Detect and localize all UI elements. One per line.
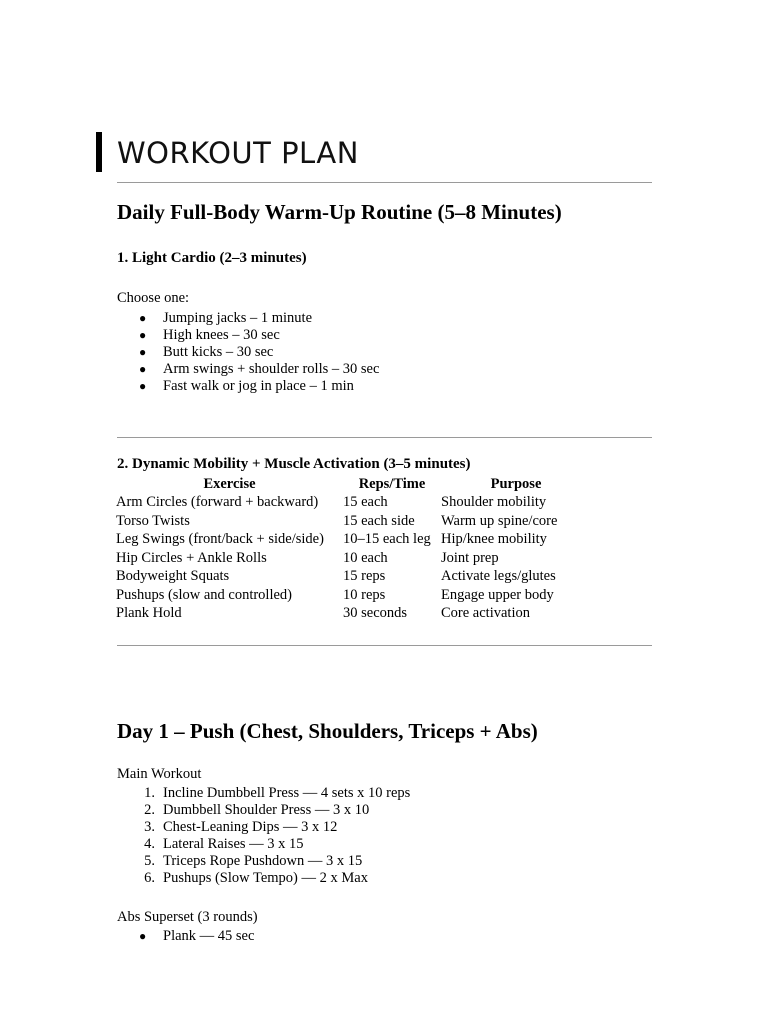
table-cell: Hip Circles + Ankle Rolls	[116, 549, 267, 566]
table-cell: Leg Swings (front/back + side/side)	[116, 531, 324, 547]
table-cell: Engage upper body	[441, 586, 554, 603]
bullet-icon: ●	[139, 929, 147, 943]
table-header-row	[116, 475, 591, 493]
column-header-purpose: Purpose	[490, 476, 542, 492]
table-cell: Bodyweight Squats	[116, 568, 230, 584]
table-cell: Pushups (slow and controlled)	[116, 586, 292, 603]
table-cell: Arm Circles (forward + backward)	[116, 494, 319, 510]
list-item: 4. Lateral Raises — 3 x 15	[144, 836, 304, 852]
table-row	[116, 512, 591, 531]
table-cell: 10 each	[343, 549, 388, 566]
bullet-icon: ●	[139, 345, 147, 359]
bullet-icon: ●	[139, 328, 147, 342]
cardio-heading: 1. Light Cardio (2–3 minutes)	[117, 250, 307, 266]
list-item: ● Arm swings + shoulder rolls – 30 sec	[139, 361, 380, 377]
table-cell: Hip/knee mobility	[441, 531, 547, 547]
list-item: ● High knees – 30 sec	[139, 327, 280, 343]
table-row	[116, 493, 591, 512]
table-cell: Plank Hold	[116, 605, 182, 621]
list-item: ● Jumping jacks – 1 minute	[139, 310, 313, 326]
table-cell: Warm up spine/core	[441, 512, 558, 529]
cardio-intro: Choose one:	[117, 290, 190, 306]
title-accent-bar	[96, 132, 102, 172]
table-cell: Shoulder mobility	[441, 494, 547, 510]
abs-superset-label: Abs Superset (3 rounds)	[117, 909, 258, 925]
table-row	[116, 530, 591, 549]
table-cell: Core activation	[441, 605, 530, 621]
column-header-reps: Reps/Time	[358, 476, 426, 492]
table-row	[116, 567, 591, 586]
list-item: 6. Pushups (Slow Tempo) — 2 x Max	[144, 870, 368, 886]
table-cell: 15 each side	[343, 512, 415, 529]
table-cell: Torso Twists	[116, 512, 190, 529]
table-cell: 15 each	[343, 494, 388, 510]
column-header-exercise: Exercise	[203, 476, 256, 492]
document-title: WORKOUT PLAN	[117, 136, 359, 170]
list-item: 2. Dumbbell Shoulder Press — 3 x 10	[144, 802, 370, 818]
cardio-list	[117, 310, 379, 395]
table-cell: 10–15 each leg	[343, 531, 431, 547]
bullet-icon: ●	[139, 362, 147, 376]
list-item: ● Butt kicks – 30 sec	[139, 344, 274, 360]
list-item: ● Plank — 45 sec	[139, 928, 255, 944]
table-cell: 30 seconds	[343, 605, 408, 621]
list-item: 3. Chest-Leaning Dips — 3 x 12	[144, 819, 338, 835]
list-item: ● Fast walk or jog in place – 1 min	[139, 378, 354, 394]
table-row	[116, 549, 591, 568]
list-item: 5. Triceps Rope Pushdown — 3 x 15	[144, 853, 363, 869]
table-cell: Activate legs/glutes	[441, 568, 556, 584]
divider-rule	[117, 645, 652, 646]
main-workout-label: Main Workout	[117, 766, 202, 782]
divider-rule	[117, 437, 652, 438]
table-cell: 10 reps	[343, 586, 386, 603]
divider-rule	[117, 182, 652, 183]
day1-heading: Day 1 – Push (Chest, Shoulders, Triceps + Abs)	[117, 719, 538, 743]
mobility-heading: 2. Dynamic Mobility + Muscle Activation (3–5 minutes)	[117, 456, 471, 472]
bullet-icon: ●	[139, 379, 147, 393]
main-workout-list	[117, 785, 410, 887]
table-row	[116, 586, 591, 605]
warmup-heading: Daily Full-Body Warm-Up Routine (5–8 Minutes)	[117, 200, 562, 224]
table-row	[116, 604, 591, 623]
table-cell: Joint prep	[441, 549, 499, 566]
abs-superset-list	[117, 928, 254, 945]
list-item: 1. Incline Dumbbell Press — 4 sets x 10 reps	[144, 785, 411, 801]
bullet-icon: ●	[139, 311, 147, 325]
table-cell: 15 reps	[343, 568, 386, 584]
mobility-table	[116, 475, 591, 623]
